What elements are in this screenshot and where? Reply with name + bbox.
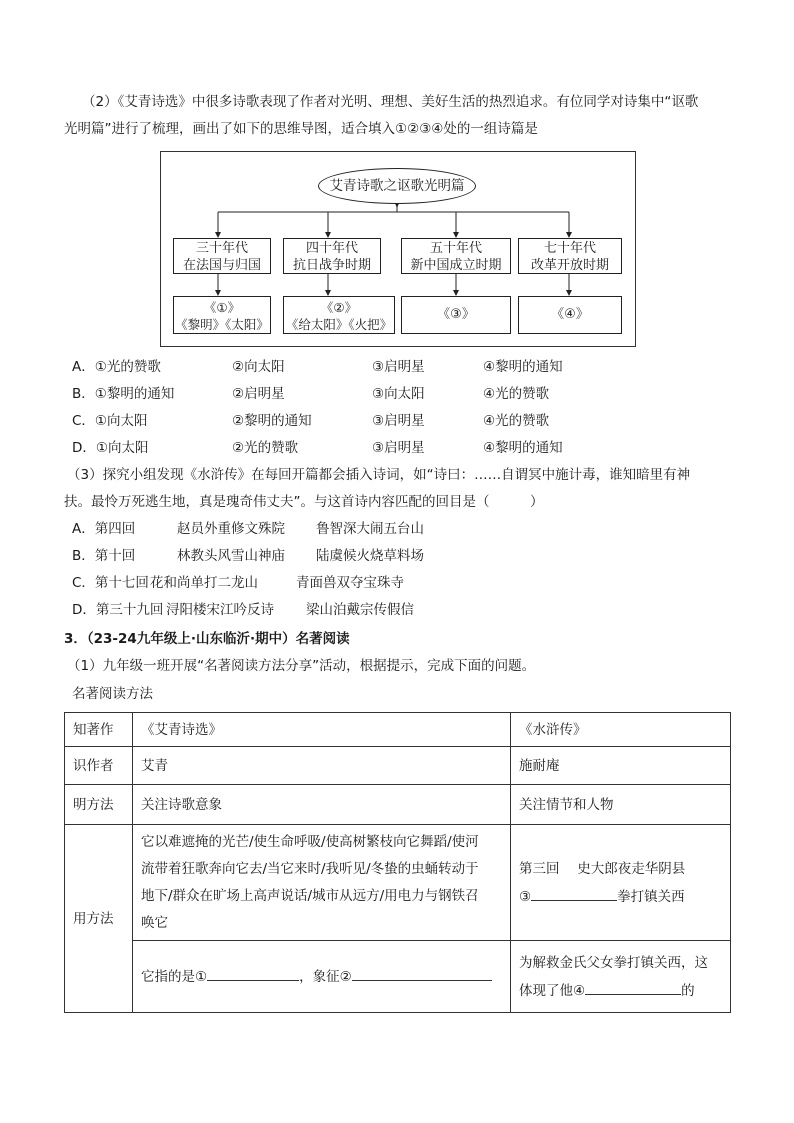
q2-option-d-4: ④黎明的通知 bbox=[483, 440, 563, 456]
period-era: 七十年代 bbox=[543, 241, 596, 256]
q2-option-b-3: ③向太阳 bbox=[372, 386, 425, 402]
q2-option-c-4: ④光的赞歌 bbox=[483, 413, 550, 429]
rescue-line: 为解救金氏父女拳打镇关西，这 bbox=[519, 954, 708, 971]
table-cell: 《艾青诗选》 bbox=[133, 713, 511, 747]
row-label: 用方法 bbox=[65, 825, 133, 1013]
chapter-cell bbox=[511, 825, 731, 941]
symbol-cell bbox=[133, 941, 511, 1013]
table-row bbox=[65, 747, 731, 785]
q2-option-c-2: ②黎明的通知 bbox=[232, 413, 312, 429]
q3-line2: 扶。最怜万死逃生地，真是瑰奇伟丈夫”。与这首诗内容匹配的回目是（ ） bbox=[64, 494, 544, 510]
section3-intro: （1）九年级一班开展“名著阅读方法分享”活动，根据提示，完成下面的问题。 bbox=[67, 658, 536, 674]
poem-line: 它以难遮掩的光芒/使生命呼吸/使高树繁枝向它舞蹈/使河 bbox=[141, 833, 479, 850]
period-era: 三十年代 bbox=[195, 241, 248, 256]
row-label: 知著作 bbox=[65, 713, 133, 747]
section3-heading: 3．（23-24九年级上·山东临沂·期中）名著阅读 bbox=[64, 631, 350, 647]
rescue-fill-line bbox=[519, 977, 722, 1005]
poem-line: 流带着狂歌奔向它去/当它来时/我听见/冬蛰的虫蛹转动于 bbox=[141, 860, 479, 877]
work-blank: 《③》 bbox=[437, 307, 475, 322]
mind-map-works-30s bbox=[173, 296, 271, 334]
period-era: 五十年代 bbox=[429, 241, 482, 256]
q3-option-d: D．第三十九回 bbox=[72, 602, 164, 618]
table-row bbox=[65, 785, 731, 825]
poem-line: 唤它 bbox=[141, 914, 168, 931]
q3-option-b-2: 林教头风雪山神庙 bbox=[177, 548, 285, 564]
q3-option-d-2: 浔阳楼宋江吟反诗 bbox=[166, 602, 274, 618]
q3-option-a-3: 鲁智深大闹五台山 bbox=[316, 521, 424, 537]
q3-option-c: C．第十七回 bbox=[72, 575, 149, 591]
chapter-title: 第三回 史大郎夜走华阴县 bbox=[519, 860, 686, 877]
chapter-fill-line bbox=[519, 883, 722, 911]
rescue-prefix: 体现了他④ bbox=[519, 982, 586, 999]
mind-map-root bbox=[318, 168, 476, 204]
mind-map bbox=[160, 151, 636, 347]
q2-option-b-2: ②启明星 bbox=[232, 386, 285, 402]
answer-blank-2[interactable] bbox=[352, 964, 492, 981]
q2-option-a-2: ②向太阳 bbox=[232, 359, 285, 375]
q2-option-c: C．①向太阳 bbox=[72, 413, 148, 429]
q2-option-a: A．①光的赞歌 bbox=[72, 359, 161, 375]
table-caption: 名著阅读方法 bbox=[72, 686, 153, 702]
table-cell: 《水浒传》 bbox=[511, 713, 731, 747]
mind-map-period-70s bbox=[518, 238, 622, 274]
blank-marker: ③ bbox=[519, 888, 532, 905]
work-list: 《黎明》《太阳》 bbox=[175, 317, 269, 332]
q3-option-a-2: 赵员外重修文殊院 bbox=[177, 521, 285, 537]
chapter-suffix: 拳打镇关西 bbox=[617, 888, 685, 905]
q2-line1: （2）《艾青诗选》中很多诗歌表现了作者对光明、理想、美好生活的热烈追求。有位同学对诗集中“讴歌 bbox=[82, 94, 699, 110]
q3-option-b-3: 陆虞候火烧草料场 bbox=[316, 548, 424, 564]
mind-map-works-50s bbox=[401, 296, 511, 334]
answer-blank-4[interactable] bbox=[585, 978, 681, 995]
q2-option-d: D．①向太阳 bbox=[72, 440, 149, 456]
table-cell: 关注情节和人物 bbox=[511, 785, 731, 825]
q2-option-a-3: ③启明星 bbox=[372, 359, 425, 375]
q2-option-b-4: ④光的赞歌 bbox=[483, 386, 550, 402]
q3-line1: （3）探究小组发现《水浒传》在每回开篇都会插入诗词，如“诗曰：……自谓冥中施计毒，谁知暗里有神 bbox=[67, 467, 691, 483]
character-cell bbox=[511, 941, 731, 1013]
q3-option-c-2: 花和尚单打二龙山 bbox=[150, 575, 258, 591]
q2-option-a-4: ④黎明的通知 bbox=[483, 359, 563, 375]
refers-mid: ，象征② bbox=[299, 969, 352, 985]
mind-map-root-label: 艾青诗歌之讴歌光明篇 bbox=[329, 178, 465, 194]
rescue-suffix: 的 bbox=[681, 982, 695, 999]
q3-option-b: B．第十回 bbox=[72, 548, 136, 564]
row-label: 识作者 bbox=[65, 747, 133, 785]
mind-map-period-40s bbox=[283, 238, 381, 274]
work-blank: 《①》 bbox=[203, 300, 241, 315]
poem-line: 地下/群众在旷场上高声说话/城市从远方/用电力与钢铁召 bbox=[141, 887, 479, 904]
refers-prefix: 它指的是① bbox=[141, 969, 208, 985]
q2-option-c-3: ③启明星 bbox=[372, 413, 425, 429]
answer-blank-1[interactable] bbox=[207, 964, 299, 981]
q3-option-d-3: 梁山泊戴宗传假信 bbox=[306, 602, 414, 618]
q3-option-c-3: 青面兽双夺宝珠寺 bbox=[296, 575, 404, 591]
mind-map-works-40s bbox=[283, 296, 395, 334]
mind-map-period-50s bbox=[401, 238, 511, 274]
q2-option-b: B．①黎明的通知 bbox=[72, 386, 175, 402]
table-cell: 施耐庵 bbox=[511, 747, 731, 785]
period-desc: 抗日战争时期 bbox=[292, 258, 371, 273]
table-row bbox=[65, 941, 731, 1013]
table-cell: 艾青 bbox=[133, 747, 511, 785]
mind-map-period-30s bbox=[173, 238, 271, 274]
q2-option-d-2: ②光的赞歌 bbox=[232, 440, 299, 456]
q3-option-a: A．第四回 bbox=[72, 521, 136, 537]
table-cell: 关注诗歌意象 bbox=[133, 785, 511, 825]
reading-method-table bbox=[64, 712, 731, 1013]
period-desc: 在法国与归国 bbox=[182, 258, 261, 273]
table-row bbox=[65, 825, 731, 941]
table-row bbox=[65, 713, 731, 747]
poem-cell bbox=[133, 825, 511, 941]
mind-map-works-70s bbox=[518, 296, 622, 334]
row-label: 明方法 bbox=[65, 785, 133, 825]
q2-line2: 光明篇”进行了梳理，画出了如下的思维导图，适合填入①②③④处的一组诗篇是 bbox=[64, 121, 538, 137]
period-era: 四十年代 bbox=[305, 241, 358, 256]
answer-blank-3[interactable] bbox=[531, 884, 617, 901]
work-blank: 《②》 bbox=[320, 300, 358, 315]
work-list: 《给太阳》《火把》 bbox=[285, 317, 393, 332]
period-desc: 新中国成立时期 bbox=[410, 258, 502, 273]
period-desc: 改革开放时期 bbox=[530, 258, 609, 273]
work-blank: 《④》 bbox=[551, 307, 589, 322]
q2-option-d-3: ③启明星 bbox=[372, 440, 425, 456]
